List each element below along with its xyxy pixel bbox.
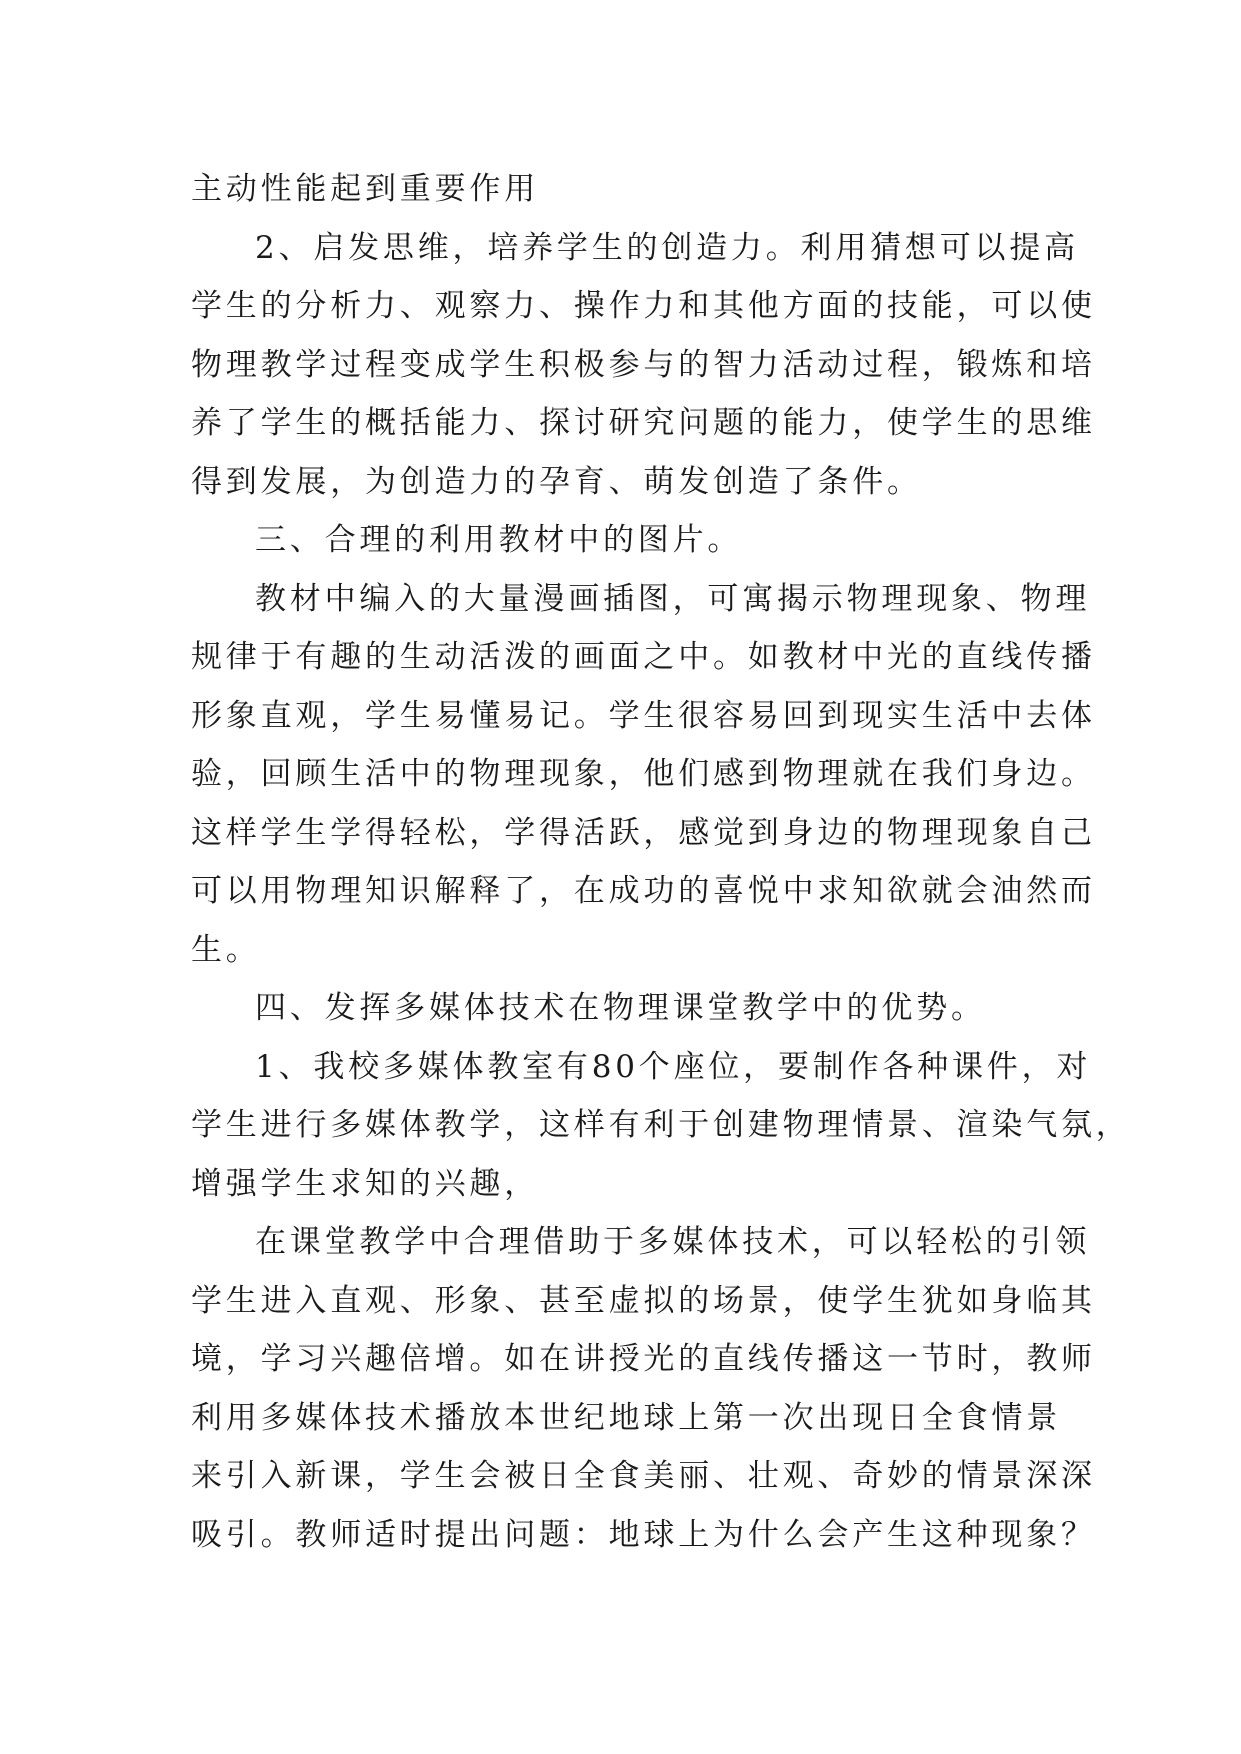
section-heading: 四、发挥多媒体技术在物理课堂教学中的优势。 bbox=[255, 990, 986, 1026]
text-line: 2、启发思维，培养学生的创造力。利用猜想可以提高 bbox=[255, 229, 1079, 266]
text-line: 来引入新课，学生会被日全食美丽、壮观、奇妙的情景深深 bbox=[191, 1458, 1096, 1494]
text-line: 境，学习兴趣倍增。如在讲授光的直线传播这一节时，教师 bbox=[191, 1341, 1096, 1377]
text-line: 学生进行多媒体教学，这样有利于创建物理情景、渲染气氛， bbox=[191, 1107, 1131, 1143]
text-line: 这样学生学得轻松，学得活跃，感觉到身边的物理现象自己 bbox=[191, 814, 1096, 851]
text-line: 增强学生求知的兴趣， bbox=[191, 1165, 539, 1202]
section-heading: 三、合理的利用教材中的图片。 bbox=[255, 522, 743, 558]
text-line: 在课堂教学中合理借助于多媒体技术，可以轻松的引领 bbox=[255, 1224, 1091, 1260]
text-line: 规律于有趣的生动活泼的画面之中。如教材中光的直线传播 bbox=[191, 639, 1096, 675]
text-line: 生。 bbox=[191, 931, 261, 968]
text-line: 物理教学过程变成学生积极参与的智力活动过程，锻炼和培 bbox=[191, 346, 1096, 383]
text-line: 学生的分析力、观察力、操作力和其他方面的技能，可以使 bbox=[191, 288, 1096, 324]
text-line: 养了学生的概括能力、探讨研究问题的能力，使学生的思维 bbox=[191, 405, 1096, 441]
text-line: 形象直观，学生易懂易记。学生很容易回到现实生活中去体 bbox=[191, 697, 1096, 734]
text-line: 吸引。教师适时提出问题：地球上为什么会产生这种现象？ bbox=[191, 1516, 1096, 1553]
text-line: 可以用物理知识解释了，在成功的喜悦中求知欲就会油然而 bbox=[191, 873, 1096, 909]
text-line: 主动性能起到重要作用 bbox=[191, 171, 539, 207]
text-line: 学生进入直观、形象、甚至虚拟的场景，使学生犹如身临其 bbox=[191, 1282, 1096, 1319]
text-line: 1、我校多媒体教室有80个座位，要制作各种课件，对 bbox=[255, 1048, 1092, 1085]
text-line: 得到发展，为创造力的孕育、萌发创造了条件。 bbox=[191, 463, 922, 500]
text-line: 教材中编入的大量漫画插图，可寓揭示物理现象、物理 bbox=[255, 580, 1091, 617]
text-line: 验，回顾生活中的物理现象，他们感到物理就在我们身边。 bbox=[191, 756, 1096, 792]
document-body bbox=[191, 160, 1131, 1564]
text-line: 利用多媒体技术播放本世纪地球上第一次出现日全食情景 bbox=[191, 1399, 1061, 1436]
